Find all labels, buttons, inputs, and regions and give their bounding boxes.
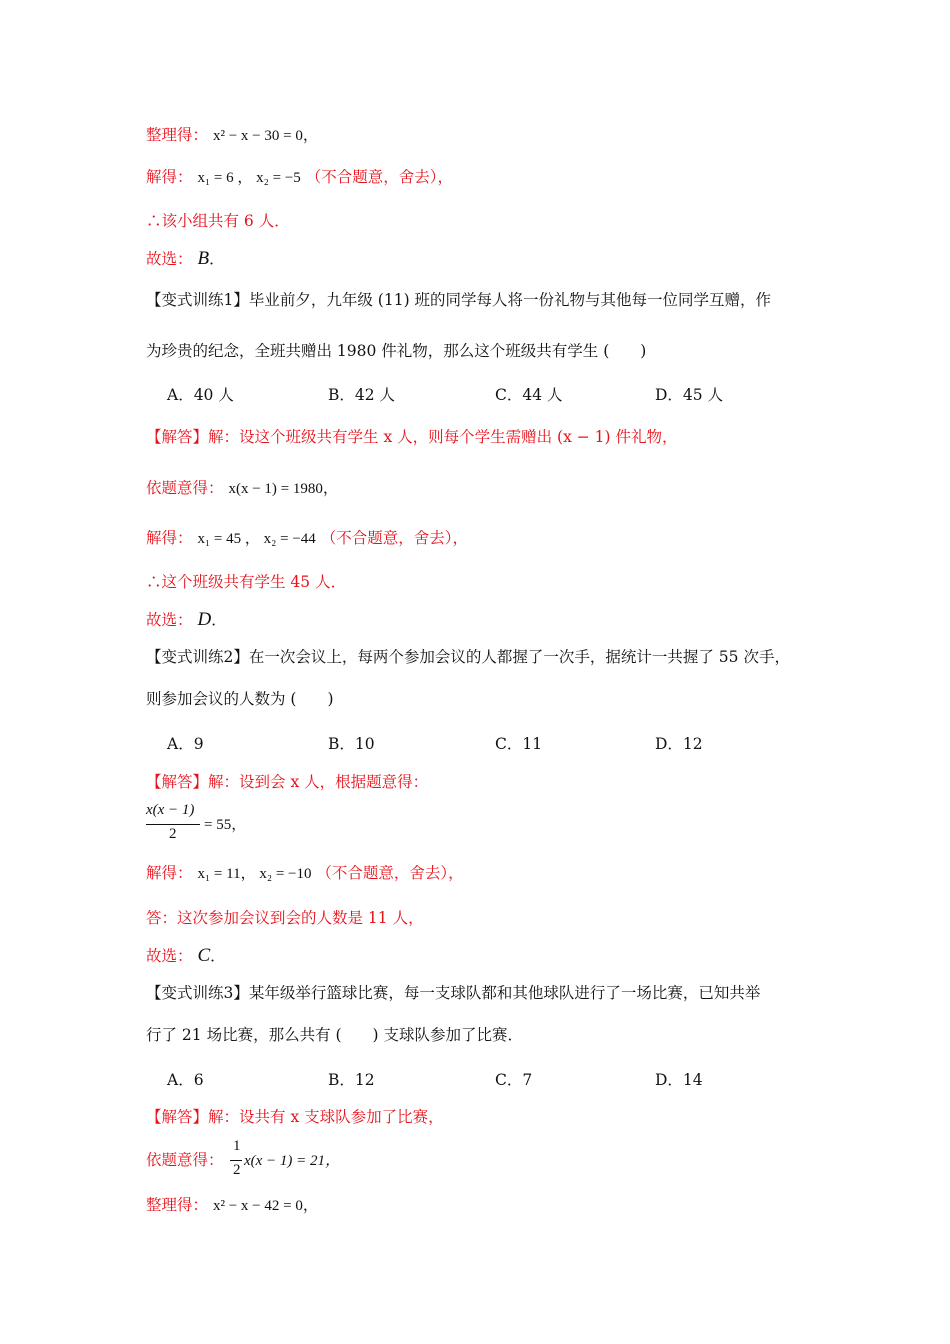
punct: ． [210, 947, 226, 965]
q2-answer-line [146, 771, 428, 793]
q3-equation-label: 依题意得： [146, 1151, 224, 1169]
punct: ， [231, 817, 247, 833]
q3-tag: 【变式训练3】 [146, 984, 249, 1002]
q1-option-b[interactable]: B．42 人 [328, 386, 396, 404]
q3-fraction-equation [230, 1138, 370, 1184]
q2-fraction-value: = 55 [204, 817, 232, 833]
q3-answer-line [146, 1106, 444, 1128]
punct: ， [302, 126, 319, 144]
fraction-bar [146, 824, 200, 825]
q3-fraction-rest [244, 1149, 340, 1170]
q1-answer-line [146, 426, 678, 448]
choice-label: 故选： [146, 250, 193, 268]
q2-answer-text: 解：设到会 x 人，根据题意得： [208, 773, 429, 791]
punct: ， [322, 479, 339, 497]
q2-solution-label: 解得： [146, 864, 193, 882]
q2-choice-label: 故选： [146, 947, 193, 965]
q1-solution-note: （不合题意，舍去）， [320, 529, 468, 547]
q1-text1: 毕业前夕，九年级 (11) 班的同学每人将一份礼物与其他每一位同学互赠，作 [248, 291, 772, 309]
q2-option-d[interactable]: D．12 [655, 735, 703, 753]
choice-line [146, 248, 225, 270]
q1-option-c[interactable]: C．44 人 [495, 386, 563, 404]
q2-choice-answer: C [197, 945, 211, 966]
q3-stem-line2: 行了 21 场比赛，那么共有 ( ) 支球队参加了比赛． [146, 1026, 524, 1044]
q1-solution-equation: x₁ = 45 ， x₂ = −44 [197, 531, 316, 547]
solution-label: 解得： [146, 168, 193, 186]
q2-option-c[interactable]: C．11 [495, 735, 543, 753]
q2-solution-line [146, 862, 464, 885]
q3-option-c[interactable]: C．7 [495, 1071, 533, 1089]
q1-answer-tag: 【解答】 [146, 428, 209, 446]
punct: ， [325, 1153, 341, 1169]
q1-equation-line [146, 477, 338, 500]
q3-simplify-equation: x² − x − 42 = 0 [212, 1198, 303, 1214]
q2-choice-line [146, 945, 226, 967]
solution-note: （不合题意，舍去）， [305, 168, 453, 186]
q2-tag: 【变式训练2】 [146, 648, 249, 666]
q3-option-a[interactable]: A．6 [167, 1071, 204, 1089]
q1-option-a[interactable]: A．40 人 [167, 386, 234, 404]
q1-choice-line [146, 609, 227, 631]
q2-conclusion: 答：这次参加会议到会的人数是 11 人， [146, 909, 424, 927]
q3-equation-label-line [146, 1149, 224, 1171]
q2-fraction-rest [204, 813, 246, 834]
q1-answer-text: 解：设这个班级共有学生 x 人，则每个学生需赠出 (x − 1) 件礼物， [208, 428, 678, 446]
q1-stem-line1 [146, 289, 771, 311]
q2-answer-tag: 【解答】 [146, 773, 209, 791]
q3-fraction-denominator: 2 [233, 1162, 241, 1178]
q3-answer-tag: 【解答】 [146, 1108, 209, 1126]
q2-option-a[interactable]: A．9 [167, 735, 204, 753]
q1-option-d[interactable]: D．45 人 [655, 386, 724, 404]
q2-solution-note: （不合题意，舍去）， [316, 864, 464, 882]
q1-tag: 【变式训练1】 [146, 291, 249, 309]
solution-line [146, 166, 453, 189]
q1-choice-answer: D [197, 609, 212, 630]
q1-stem-line2: 为珍贵的纪念，全班共赠出 1980 件礼物，那么这个班级共有学生 ( ) [146, 342, 647, 360]
q3-answer-text: 解：设共有 x 支球队参加了比赛， [208, 1108, 444, 1126]
simplify-label: 整理得： [146, 126, 209, 144]
punct: ． [209, 250, 225, 268]
q3-fraction-value: x(x − 1) = 21 [244, 1153, 326, 1169]
q2-fraction-denominator: 2 [169, 826, 177, 842]
q3-simplify-line [146, 1194, 318, 1217]
q1-solution-line [146, 527, 468, 550]
solution-equation: x₁ = 6 ， x₂ = −5 [197, 170, 301, 186]
q3-option-d[interactable]: D．14 [655, 1071, 703, 1089]
q1-conclusion: ∴这个班级共有学生 45 人． [146, 573, 347, 591]
q1-equation-label: 依题意得： [146, 479, 224, 497]
q2-option-b[interactable]: B．10 [328, 735, 375, 753]
q2-fraction-numerator: x(x − 1) [146, 802, 195, 818]
q2-solution-equation: x₁ = 11， x₂ = −10 [197, 866, 312, 882]
q2-stem-line1 [146, 646, 790, 668]
q3-simplify-label: 整理得： [146, 1196, 209, 1214]
q3-option-b[interactable]: B．12 [328, 1071, 375, 1089]
simplify-line [146, 124, 318, 147]
q3-text1: 某年级举行篮球比赛，每一支球队都和其他球队进行了一场比赛，已知共举 [248, 984, 761, 1002]
simplify-equation: x² − x − 30 = 0 [212, 128, 303, 144]
choice-answer: B [197, 248, 210, 269]
conclusion-line: ∴该小组共有 6 人． [146, 212, 290, 230]
punct: ． [211, 611, 227, 629]
q1-equation: x(x − 1) = 1980 [228, 481, 323, 497]
q1-choice-label: 故选： [146, 611, 193, 629]
q2-stem-line2: 则参加会议的人数为 ( ) [146, 690, 334, 708]
punct: ， [302, 1196, 319, 1214]
q2-text1: 在一次会议上，每两个参加会议的人都握了一次手，据统计一共握了 55 次手， [248, 648, 790, 666]
q3-stem-line1 [146, 982, 760, 1004]
fraction-bar [230, 1160, 242, 1161]
q3-fraction-numerator: 1 [233, 1138, 241, 1154]
q2-fraction-equation [146, 802, 266, 848]
q1-solution-label: 解得： [146, 529, 193, 547]
